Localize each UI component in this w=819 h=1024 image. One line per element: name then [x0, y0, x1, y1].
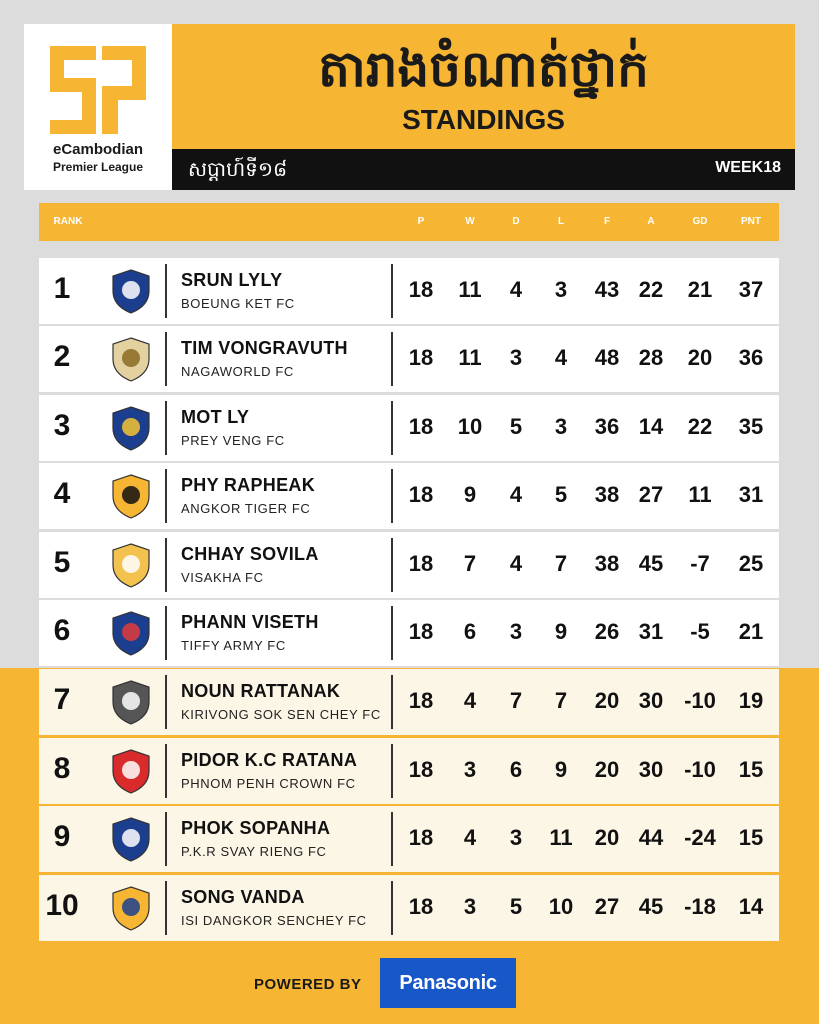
stat-a: 14	[638, 414, 664, 439]
stat-w: 10	[457, 414, 483, 439]
stat-l: 11	[549, 825, 573, 850]
player-name: SONG VANDA	[181, 887, 305, 907]
player-name: SRUN LYLY	[181, 270, 283, 290]
stat-pnt: 31	[738, 482, 764, 507]
stat-p: 18	[408, 619, 434, 644]
stat-l: 9	[554, 619, 568, 644]
stat-f: 20	[594, 757, 620, 782]
row-divider	[391, 538, 393, 592]
visakha-crest-icon	[107, 541, 155, 589]
phnom-penh-crown-crest-icon	[107, 747, 155, 795]
stat-d: 3	[509, 345, 523, 370]
row-divider	[391, 332, 393, 386]
row-rank: 8	[53, 752, 71, 785]
stat-p: 18	[408, 414, 434, 439]
stat-gd: 11	[688, 482, 712, 507]
stat-p: 18	[408, 482, 434, 507]
table-row	[39, 326, 779, 392]
stat-p: 18	[408, 277, 434, 302]
title-banner	[172, 24, 795, 149]
ecpl-logo-icon	[46, 42, 150, 138]
stat-w: 3	[463, 894, 477, 919]
col-for: F	[603, 216, 611, 227]
table-row	[39, 395, 779, 461]
stat-w: 11	[458, 277, 482, 302]
row-divider	[391, 469, 393, 523]
isi-dangkor-crest-icon	[107, 884, 155, 932]
row-rank: 3	[53, 409, 71, 442]
club-name: ANGKOR TIGER FC	[181, 501, 311, 516]
table-row	[39, 738, 779, 804]
stat-w: 6	[463, 619, 477, 644]
stat-w: 4	[463, 825, 477, 850]
stat-a: 30	[638, 688, 664, 713]
table-row	[39, 669, 779, 735]
row-rank: 1	[53, 272, 71, 305]
stat-f: 38	[594, 551, 620, 576]
table-row	[39, 532, 779, 598]
stat-gd: -24	[684, 825, 716, 850]
svay-rieng-crest-icon	[107, 815, 155, 863]
stat-pnt: 37	[738, 277, 764, 302]
row-rank: 6	[53, 614, 71, 647]
stat-f: 48	[594, 345, 620, 370]
table-row	[39, 806, 779, 872]
table-row	[39, 258, 779, 324]
club-name: NAGAWORLD FC	[181, 364, 294, 379]
row-rank: 7	[53, 683, 71, 716]
stat-pnt: 25	[738, 551, 764, 576]
crest-cell	[97, 675, 167, 729]
row-rank: 9	[53, 820, 71, 853]
player-name: PHOK SOPANHA	[181, 818, 331, 838]
week-bar	[172, 149, 795, 190]
week-english: WEEK18	[715, 159, 781, 176]
stat-gd: -5	[690, 619, 710, 644]
club-name: VISAKHA FC	[181, 570, 264, 585]
week-khmer: សប្តាហ៍ទី១៨	[188, 157, 288, 181]
stat-l: 7	[554, 551, 568, 576]
stat-a: 31	[638, 619, 664, 644]
tiffy-army-crest-icon	[107, 609, 155, 657]
stat-l: 4	[554, 345, 568, 370]
stat-pnt: 19	[738, 688, 764, 713]
stat-d: 5	[509, 894, 523, 919]
col-against: A	[647, 216, 655, 227]
crest-cell	[97, 606, 167, 660]
stat-f: 20	[594, 688, 620, 713]
kirivong-crest-icon	[107, 678, 155, 726]
logo-line1: eCambodian	[52, 141, 143, 158]
stat-f: 38	[594, 482, 620, 507]
player-name: PIDOR K.C RATANA	[181, 750, 358, 770]
stat-pnt: 21	[738, 619, 764, 644]
row-divider	[391, 264, 393, 318]
player-name: MOT LY	[181, 407, 250, 427]
crest-cell	[97, 744, 167, 798]
club-name: KIRIVONG SOK SEN CHEY FC	[181, 707, 381, 722]
header	[24, 24, 795, 190]
stat-f: 26	[594, 619, 620, 644]
stat-d: 4	[509, 551, 523, 576]
league-logo	[24, 24, 172, 190]
stat-d: 4	[509, 482, 523, 507]
col-played: P	[417, 216, 425, 227]
row-rank: 4	[53, 477, 71, 510]
stat-l: 9	[554, 757, 568, 782]
stat-gd: -7	[690, 551, 710, 576]
stat-pnt: 35	[738, 414, 764, 439]
player-name: NOUN RATTANAK	[181, 681, 341, 701]
stat-d: 4	[509, 277, 523, 302]
crest-cell	[97, 264, 167, 318]
row-rank: 5	[53, 546, 71, 579]
stat-gd: -10	[684, 688, 716, 713]
stat-d: 6	[509, 757, 523, 782]
stat-w: 3	[463, 757, 477, 782]
stat-p: 18	[408, 551, 434, 576]
col-points: PNT	[741, 216, 761, 227]
title-khmer: តារាងចំណាត់ថ្នាក់	[318, 40, 649, 98]
stat-a: 45	[638, 894, 664, 919]
stat-pnt: 14	[738, 894, 764, 919]
title-english: STANDINGS	[402, 104, 565, 135]
stat-p: 18	[408, 688, 434, 713]
prey-veng-crest-icon	[107, 404, 155, 452]
row-divider	[391, 881, 393, 935]
club-name: BOEUNG KET FC	[181, 296, 295, 311]
col-goal-diff: GD	[692, 216, 708, 227]
table-row	[39, 600, 779, 666]
stat-w: 9	[463, 482, 477, 507]
crest-cell	[97, 881, 167, 935]
table-row	[39, 463, 779, 529]
club-name: P.K.R SVAY RIENG FC	[181, 844, 327, 859]
stat-f: 27	[594, 894, 620, 919]
sponsor-logo: Panasonic	[380, 958, 516, 1008]
crest-cell	[97, 332, 167, 386]
stat-a: 45	[638, 551, 664, 576]
stat-a: 30	[638, 757, 664, 782]
stat-p: 18	[408, 757, 434, 782]
stat-l: 3	[554, 277, 568, 302]
player-name: PHANN VISETH	[181, 612, 319, 632]
crest-cell	[97, 469, 167, 523]
player-name: PHY RAPHEAK	[181, 475, 315, 495]
table-row	[39, 875, 779, 941]
stat-p: 18	[408, 345, 434, 370]
footer	[0, 958, 819, 1008]
stat-f: 20	[594, 825, 620, 850]
stat-a: 44	[638, 825, 664, 850]
row-divider	[391, 675, 393, 729]
powered-by-label: POWERED BY	[254, 976, 362, 993]
stat-gd: 20	[687, 345, 713, 370]
stat-w: 7	[463, 551, 477, 576]
row-divider	[391, 812, 393, 866]
angkor-tiger-crest-icon	[107, 472, 155, 520]
club-name: PREY VENG FC	[181, 433, 285, 448]
column-header	[39, 203, 779, 241]
crest-cell	[97, 401, 167, 455]
stat-a: 28	[638, 345, 664, 370]
stat-pnt: 36	[738, 345, 764, 370]
stat-p: 18	[408, 894, 434, 919]
club-name: ISI DANGKOR SENCHEY FC	[181, 913, 367, 928]
stat-l: 7	[554, 688, 568, 713]
stat-l: 10	[548, 894, 574, 919]
logo-line2: Premier League	[52, 160, 144, 174]
stat-d: 3	[509, 619, 523, 644]
player-name: CHHAY SOVILA	[181, 544, 319, 564]
row-rank: 2	[53, 340, 71, 373]
stat-d: 3	[509, 825, 523, 850]
stat-gd: -10	[684, 757, 716, 782]
stat-pnt: 15	[738, 825, 764, 850]
stat-gd: -18	[684, 894, 716, 919]
stat-d: 7	[509, 688, 523, 713]
col-lost: L	[557, 216, 565, 227]
club-name: PHNOM PENH CROWN FC	[181, 776, 356, 791]
row-divider	[391, 744, 393, 798]
stat-l: 3	[554, 414, 568, 439]
row-rank: 10	[45, 889, 79, 922]
stat-gd: 21	[687, 277, 713, 302]
player-name: TIM VONGRAVUTH	[181, 338, 348, 358]
stat-a: 22	[638, 277, 664, 302]
nagaworld-crest-icon	[107, 335, 155, 383]
stat-f: 36	[594, 414, 620, 439]
stat-f: 43	[594, 277, 620, 302]
stat-gd: 22	[687, 414, 713, 439]
crest-cell	[97, 812, 167, 866]
boeung-ket-crest-icon	[107, 267, 155, 315]
stat-a: 27	[638, 482, 664, 507]
col-rank: RANK	[53, 216, 83, 227]
col-won: W	[465, 216, 475, 227]
club-name: TIFFY ARMY FC	[181, 638, 286, 653]
stat-d: 5	[509, 414, 523, 439]
row-divider	[391, 401, 393, 455]
row-divider	[391, 606, 393, 660]
stat-p: 18	[408, 825, 434, 850]
col-drawn: D	[512, 216, 520, 227]
stat-l: 5	[554, 482, 568, 507]
stat-pnt: 15	[738, 757, 764, 782]
crest-cell	[97, 538, 167, 592]
stat-w: 4	[463, 688, 477, 713]
stat-w: 11	[458, 345, 482, 370]
